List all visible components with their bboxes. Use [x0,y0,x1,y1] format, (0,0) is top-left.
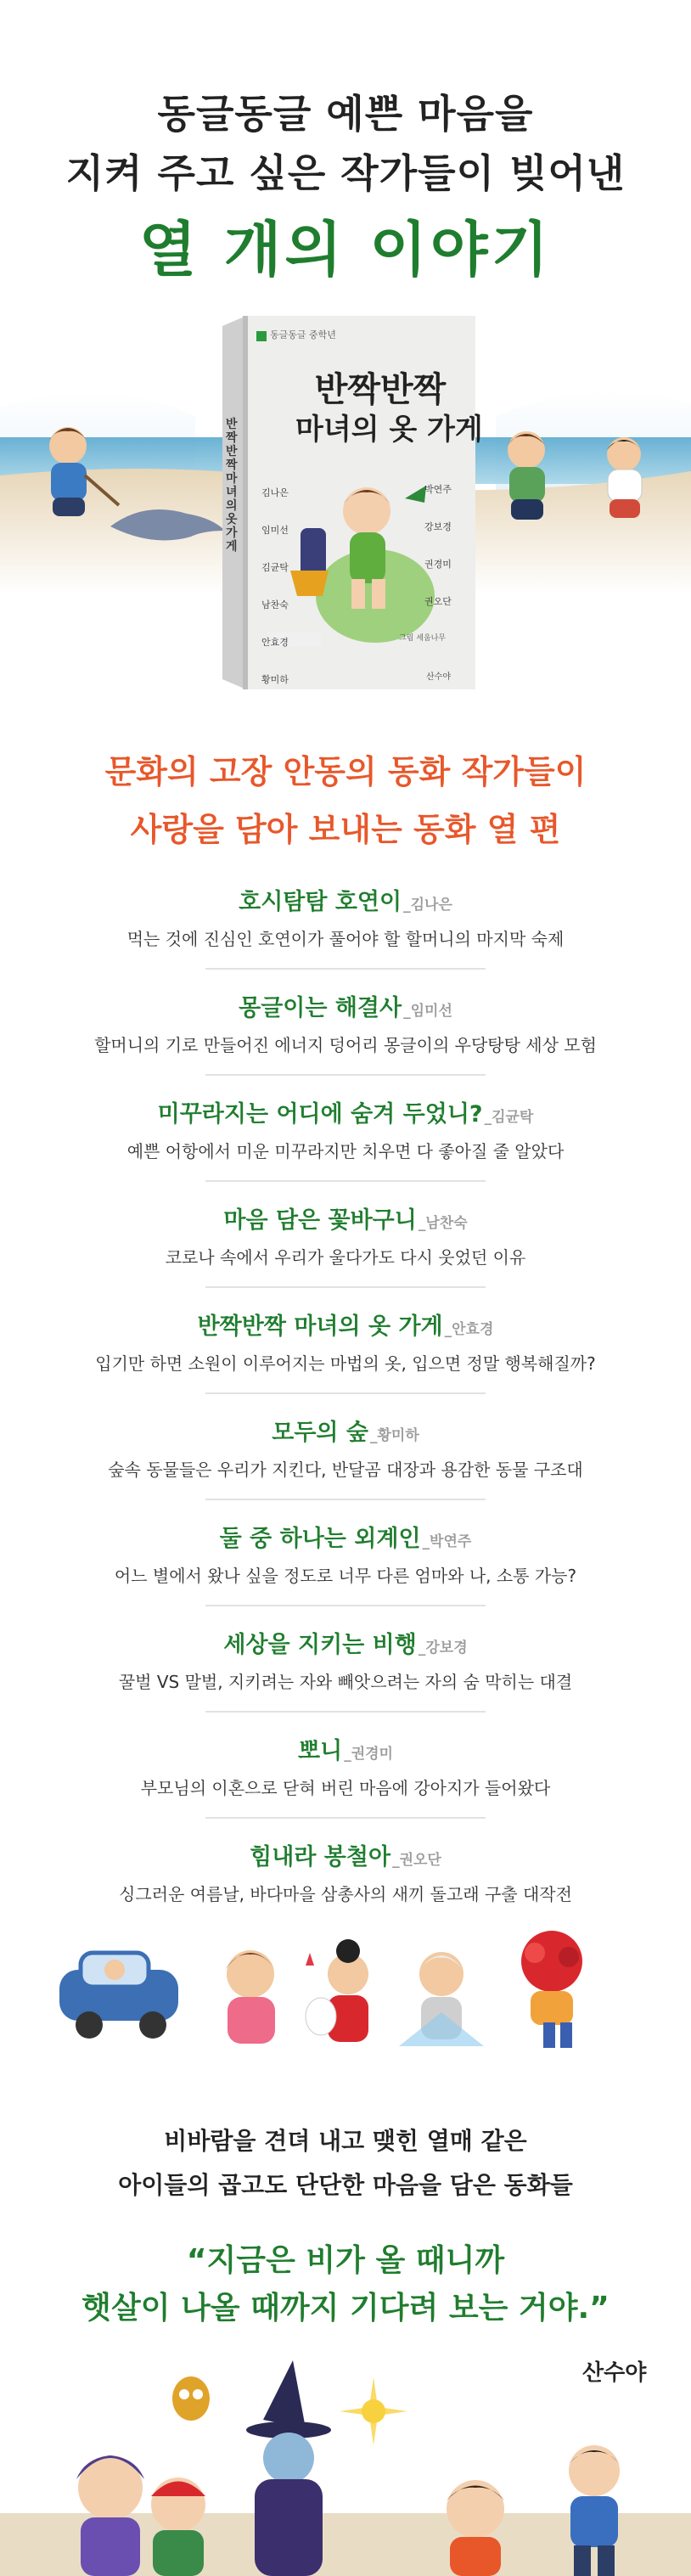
book-authors-right [424,482,452,632]
sparkle-icon [340,2377,407,2445]
subtitle-line-2: 사랑을 담아 보내는 동화 열 편 [130,811,561,848]
headline-line-1: 동글동글 예쁜 마음을 [157,91,534,137]
story-title [0,1520,691,1553]
book-title-line-2: 마녀의 옷 가게 [295,413,483,447]
closing-line-2: 아이들의 곱고도 단단한 마음을 담은 동화들 [118,2171,573,2199]
book-author: 김균탁 [261,562,289,573]
story-author: _남찬숙 [418,1215,468,1232]
story-divider [205,1605,486,1606]
headline-line-2: 지켜 주고 싶은 작가들이 빚어낸 [65,150,626,196]
story-description: 어느 별에서 왔나 싶을 정도로 너무 다른 엄마와 나, 소통 가능? [114,1566,577,1586]
closing-line-1: 비바람을 견뎌 내고 맺힌 열매 같은 [164,2127,527,2155]
story-title-text: 힘내라 봉철아 [250,1844,391,1870]
series-logo-icon [256,331,267,341]
book-cover [222,316,483,689]
story-title [0,1732,691,1765]
story-title [0,1308,691,1341]
story-divider [205,1499,486,1500]
story-divider [205,1074,486,1076]
book-title-line-1: 반짝반짝 [314,370,447,409]
story-description: 입기만 하면 소원이 이루어지는 마법의 옷, 입으면 정말 행복해질까? [95,1353,596,1374]
grandmother-illustration [225,1950,276,2044]
story-author: _박연주 [422,1533,472,1550]
story-divider [205,1180,486,1182]
quote-line-2: 햇살이 나올 때까지 기다려 보는 거야.” [81,2291,610,2326]
headline-main: 열 개의 이야기 [138,215,553,284]
story-description: 코로나 속에서 우리가 울다가도 다시 웃었던 이유 [165,1247,526,1268]
story-title-text: 마음 담은 꽃바구니 [223,1207,417,1234]
story-title [0,883,691,916]
story-title-text: 반짝반짝 마녀의 옷 가게 [197,1313,443,1340]
book-author: 김나은 [261,487,289,498]
book-illustrator: 그림 세움나무 [399,634,447,643]
girl-with-bunny-illustration [306,1939,368,2042]
story-author: _권오단 [392,1852,441,1869]
boy-glasses-illustration [447,2480,504,2576]
story-title [0,1095,691,1128]
story-author: _강보경 [418,1640,468,1656]
book-author: 황미하 [261,674,289,685]
story-description: 싱그러운 여름날, 바다마을 삼총사의 새끼 돌고래 구출 대작전 [119,1884,572,1904]
story-divider [205,1286,486,1288]
book-author: 안효경 [261,637,289,648]
story-divider [205,968,486,970]
story-divider [205,1817,486,1819]
story-title-text: 미꾸라지는 어디에 숨겨 두었니? [157,1101,483,1128]
story-author: _권경미 [344,1746,393,1763]
story-title [0,989,691,1022]
story-description: 꿀벌 VS 말벌, 지키려는 자와 빼앗으려는 자의 숨 막히는 대결 [118,1672,573,1692]
story-author: _김나은 [403,897,452,914]
alien-boy-illustration [399,1952,484,2046]
story-title [0,1838,691,1871]
book-spine-title: 반짝반짝 마녀의 옷 가게 [226,418,238,554]
subtitle-line-1: 문화의 고장 안동의 동화 작가들이 [104,753,587,790]
story-divider [205,1711,486,1713]
book-author: 권경미 [424,559,452,570]
flower-basket-girl-illustration [521,1931,582,2048]
story-description: 숲속 동물들은 우리가 지킨다, 반달곰 대장과 용감한 동물 구조대 [108,1460,583,1480]
story-title-text: 몽글이는 해결사 [239,995,402,1021]
car-illustration [59,1953,178,2039]
story-author: _안효경 [444,1321,494,1338]
story-author: _황미하 [369,1427,419,1444]
story-description: 부모님의 이혼으로 닫혀 버린 마음에 강아지가 들어왔다 [140,1778,551,1798]
story-description: 먹는 것에 진심인 호연이가 풀어야 할 할머니의 마지막 숙제 [126,929,565,949]
story-title-text: 둘 중 하나는 외계인 [219,1526,421,1552]
story-title-text: 뽀니 [298,1738,343,1764]
bottom-characters-illustration [0,2360,691,2576]
book-author: 강보경 [424,521,452,532]
story-description: 예쁜 어항에서 미운 미꾸라지만 치우면 다 좋아질 줄 알았다 [126,1141,565,1161]
story-divider [205,1392,486,1394]
story-title-text: 세상을 지키는 비행 [223,1632,417,1658]
quote-line-1: “지금은 비가 올 때니까 [186,2243,505,2278]
witch-illustration [246,2360,331,2576]
owl-illustration [172,2376,210,2421]
character-row-illustration [51,1927,640,2055]
book-author: 박연주 [424,484,452,495]
book-publisher-mark: 산수야 [426,672,451,682]
book-authors-left [261,486,289,710]
book-series-label: 동글동글 중학년 [270,329,336,340]
kid-right-2-illustration [607,437,642,518]
story-description: 할머니의 기로 만들어진 에너지 덩어리 몽글이의 우당탕탕 세상 모험 [94,1035,597,1055]
story-title [0,1626,691,1659]
publisher-logo: 산수야 [582,2360,647,2386]
story-author: _임미선 [403,1003,452,1020]
story-author: _김균탁 [484,1109,534,1126]
story-title [0,1414,691,1447]
story-title [0,1201,691,1235]
story-title-text: 호시탐탐 호연이 [239,889,402,915]
story-title-text: 모두의 숲 [272,1420,368,1446]
book-author: 권오단 [424,596,452,607]
book-author: 남찬숙 [261,599,289,610]
book-author: 임미선 [261,525,289,536]
kid-right-1-illustration [508,431,545,520]
